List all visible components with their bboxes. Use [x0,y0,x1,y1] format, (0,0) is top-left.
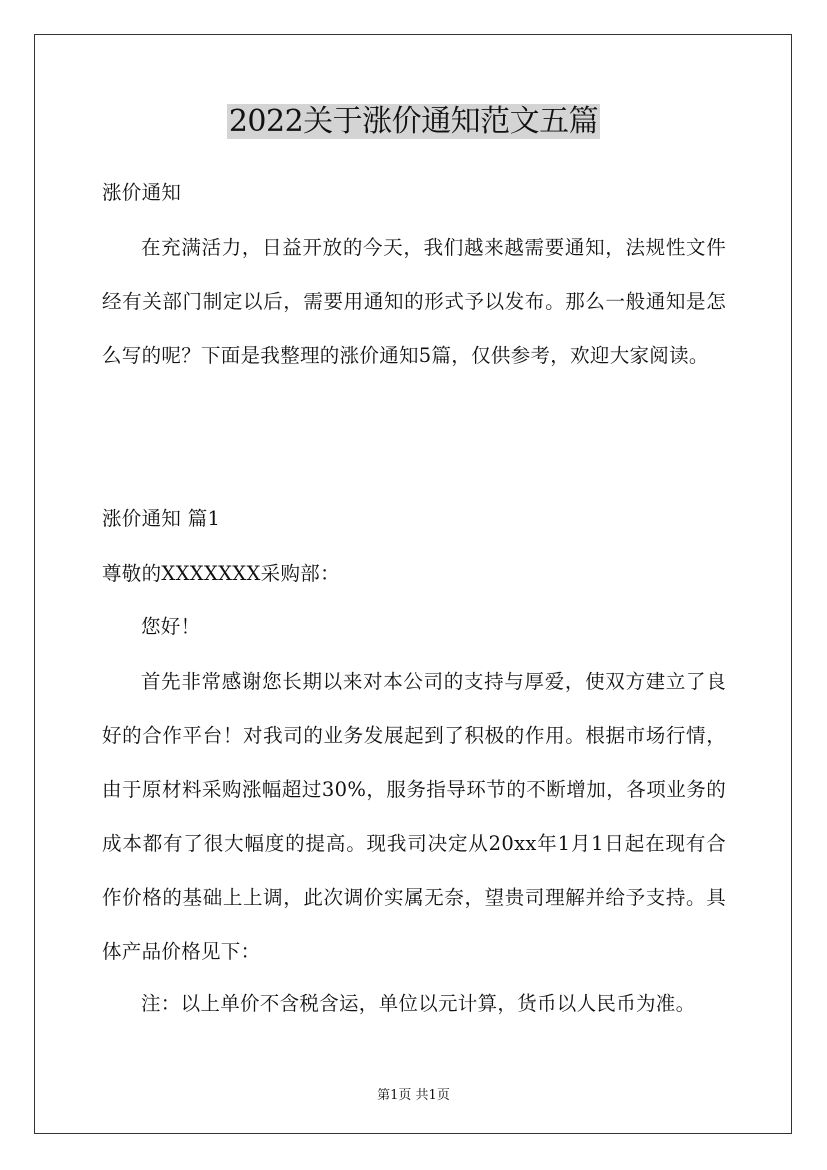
page-footer: 第1页 共1页 [377,1088,450,1103]
document-title [0,100,827,144]
document-title-text: 2022关于涨价通知范文五篇 [228,104,599,139]
article-body-paragraph: 首先非常感谢您长期以来对本公司的支持与厚爱，使双方建立了良好的合作平台！对我司的业务发展起到了积极的作用。根据市场行情，由于原材料采购涨幅超过30%，服务指导环节的不断增加，各项业务的成本都有了很大幅度的提高。现我司决定从20xx年1月1日起在现有合作价格的基础上上调，此次调价实属无奈，望贵司理解并给予支持。具体产品价格见下： [102,670,726,963]
article-heading: 涨价通知 篇1 [102,507,221,530]
intro-paragraph: 在充满活力，日益开放的今天，我们越来越需要通知，法规性文件经有关部门制定以后，需要用通知的形式予以发布。那么一般通知是怎么写的呢？下面是我整理的涨价通知5篇，仅供参考，欢迎大家阅读。 [102,236,726,367]
price-note: 注：以上单价不含税含运，单位以元计算，货币以人民币为准。 [141,992,696,1015]
greeting: 您好！ [141,615,201,638]
section-heading: 涨价通知 [102,181,182,204]
salutation: 尊敬的XXXXXXX采购部： [102,562,340,585]
